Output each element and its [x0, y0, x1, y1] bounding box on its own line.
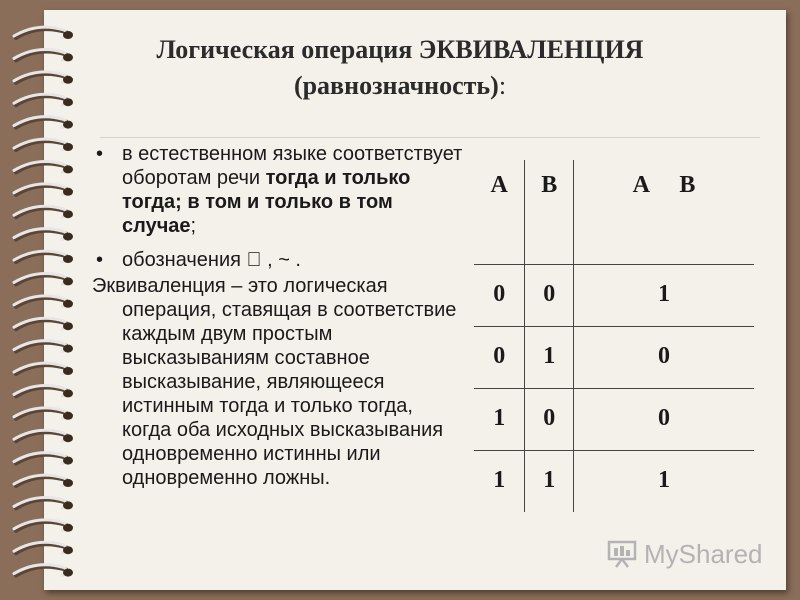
body-text [92, 142, 464, 490]
header-a: A [474, 160, 525, 264]
table-cell: 1 [574, 264, 754, 326]
presentation-board-icon [606, 539, 638, 569]
logo-text: MyShared [644, 538, 763, 569]
header-b: B [525, 160, 574, 264]
binding-hole [63, 121, 73, 129]
definition-paragraph: Эквиваленция – это логическая операция, ставящая в соответствие каждым двум простым высказываниям составное высказывание, являющееся истинным тогда и только тогда, когда оба исходных высказывания одновременно истинны или одновременно ложны. [92, 275, 457, 489]
table-cell: 0 [474, 264, 525, 326]
truth-table [474, 160, 754, 512]
table-header-row [474, 160, 754, 264]
table-cell: 0 [525, 264, 574, 326]
bullet-natural-language: • в естественном языке соответствует оборотам речи тогда и только тогда; в том и только в том случае; [92, 142, 464, 238]
binding-hole [63, 389, 73, 397]
table-cell: 0 [525, 388, 574, 450]
watermark-logo [606, 536, 776, 572]
binding-hole [63, 188, 73, 196]
binding-hole [63, 255, 73, 263]
title-line-2: (равнозначность): [293, 71, 507, 100]
binding-hole [63, 479, 73, 487]
table-cell: 1 [574, 450, 754, 512]
table-cell: 1 [474, 388, 525, 450]
table-row [474, 326, 754, 388]
slide-title [60, 32, 740, 104]
binding-hole [63, 501, 73, 509]
binding-hole [63, 300, 73, 308]
bullet-notation: • обозначения   , ~ . [92, 248, 464, 272]
binding-hole [63, 524, 73, 532]
title-line-1: Логическая операция ЭКВИВАЛЕНЦИЯ [156, 35, 644, 64]
binding-hole [63, 165, 73, 173]
table-cell: 0 [474, 326, 525, 388]
binding-hole [63, 277, 73, 285]
table-row [474, 388, 754, 450]
table-row [474, 450, 754, 512]
table-cell: 1 [525, 450, 574, 512]
binding-hole [63, 457, 73, 465]
table-cell: 1 [525, 326, 574, 388]
binding-hole [63, 434, 73, 442]
binding-hole [63, 345, 73, 353]
binding-hole [63, 233, 73, 241]
binding-hole [63, 569, 73, 577]
binding-hole [63, 322, 73, 330]
binding-hole [63, 546, 73, 554]
binding-hole [63, 412, 73, 420]
binding-hole [63, 143, 73, 151]
binding-hole [63, 210, 73, 218]
divider [100, 137, 760, 138]
table-cell: 0 [574, 326, 754, 388]
table-cell: 1 [493, 466, 506, 493]
table-row [474, 264, 754, 326]
table-cell: 0 [574, 388, 754, 450]
binding-hole [63, 367, 73, 375]
header-a-equiv-b: A   B [574, 160, 754, 264]
